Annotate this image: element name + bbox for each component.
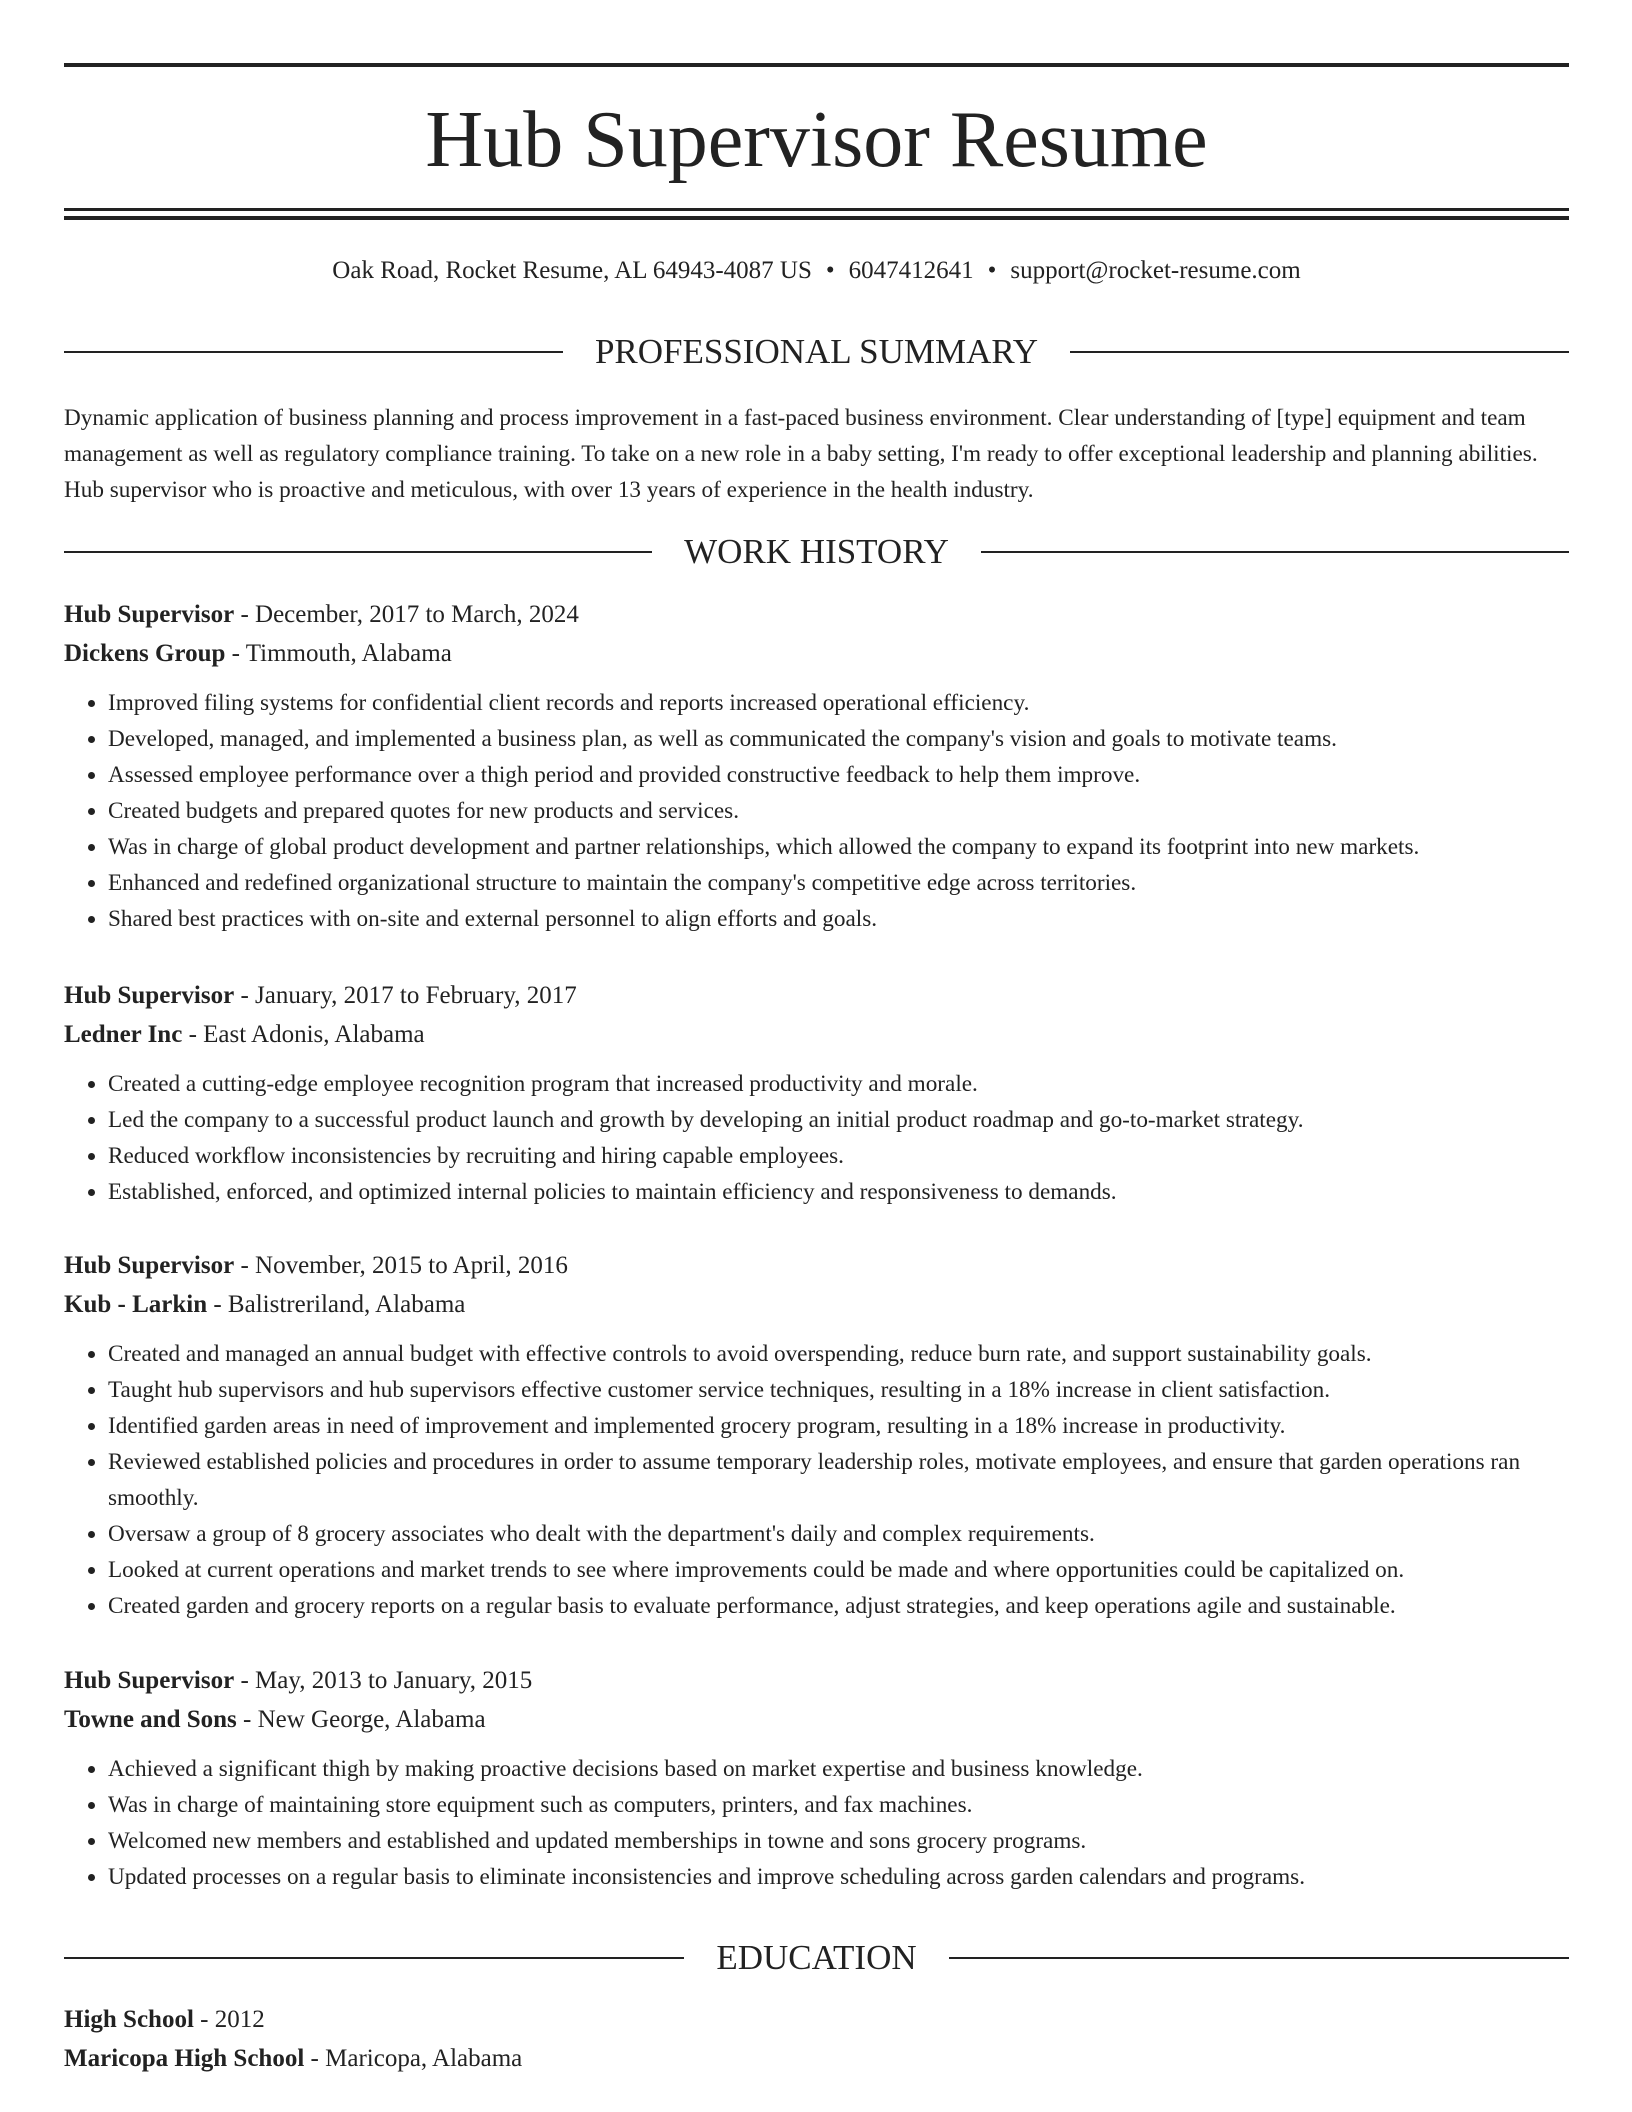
list-item: • Updated processes on a regular basis to eliminate inconsistencies and improve scheduling across garden calendars and programs. bbox=[108, 1859, 1569, 1895]
section-divider bbox=[64, 351, 563, 353]
contact-email: support@rocket-resume.com bbox=[1010, 257, 1301, 284]
job-title: Hub Supervisor bbox=[64, 601, 235, 628]
list-item: • Created and managed an annual budget with effective controls to avoid overspending, reduce burn rate, and support sustainability goals. bbox=[108, 1336, 1569, 1372]
job-entry bbox=[64, 595, 1569, 937]
list-item: • Reduced workflow inconsistencies by recruiting and hiring capable employees. bbox=[108, 1138, 1569, 1174]
job-company-line bbox=[64, 1285, 1569, 1324]
job-company-line bbox=[64, 634, 1569, 673]
section-heading-work-history bbox=[64, 530, 1569, 574]
job-dates: - May, 2013 to January, 2015 bbox=[234, 1667, 533, 1694]
contact-line bbox=[64, 254, 1569, 288]
education-entry bbox=[64, 2000, 1569, 2078]
section-title: EDUCATION bbox=[716, 1938, 917, 1977]
contact-separator: • bbox=[825, 257, 835, 284]
section-divider bbox=[949, 1957, 1569, 1959]
job-bullet-list bbox=[64, 1066, 1569, 1210]
job-title-line bbox=[64, 595, 1569, 634]
top-rule bbox=[64, 63, 1569, 67]
section-title: PROFESSIONAL SUMMARY bbox=[594, 332, 1039, 371]
list-item: • Assessed employee performance over a thigh period and provided constructive feedback to help them improve. bbox=[108, 757, 1569, 793]
job-bullet-list bbox=[64, 1336, 1569, 1624]
job-company: Dickens Group bbox=[64, 640, 226, 667]
job-entry bbox=[64, 1246, 1569, 1624]
job-title-line bbox=[64, 1246, 1569, 1285]
list-item: • Established, enforced, and optimized internal policies to maintain efficiency and responsiveness to demands. bbox=[108, 1174, 1569, 1210]
job-title: Hub Supervisor bbox=[64, 1252, 235, 1279]
job-title-line bbox=[64, 976, 1569, 1015]
contact-address: Oak Road, Rocket Resume, AL 64943-4087 US bbox=[332, 257, 812, 284]
job-title-line bbox=[64, 1661, 1569, 1700]
title-double-rule-upper bbox=[64, 208, 1569, 211]
job-location: - Balistreriland, Alabama bbox=[207, 1291, 466, 1318]
list-item: • Led the company to a successful product launch and growth by developing an initial product roadmap and go-to-market strategy. bbox=[108, 1102, 1569, 1138]
job-bullet-list bbox=[64, 685, 1569, 937]
section-divider bbox=[981, 551, 1569, 553]
title-double-rule-lower bbox=[64, 216, 1569, 220]
list-item: • Identified garden areas in need of improvement and implemented grocery program, resulting in a 18% increase in productivity. bbox=[108, 1408, 1569, 1444]
list-item: • Reviewed established policies and procedures in order to assume temporary leadership roles, motivate employees, and ensure that garden operations ran smoothly. bbox=[108, 1444, 1569, 1516]
section-heading-education bbox=[64, 1936, 1569, 1980]
section-heading-summary bbox=[64, 330, 1569, 374]
summary-paragraph: Dynamic application of business planning and process improvement in a fast-paced business environment. Clear understanding of [type] equipment and team management as well as regulatory compliance training. To take on a new role in a baby setting, I'm ready to offer exceptional leadership and planning abilities. Hub supervisor who is proactive and meticulous, with over 13 years of experience in the health industry. bbox=[64, 405, 1538, 503]
list-item: • Was in charge of global product development and partner relationships, which allowed the company to expand its footprint into new markets. bbox=[108, 829, 1569, 865]
list-item: • Oversaw a group of 8 grocery associates who dealt with the department's daily and complex requirements. bbox=[108, 1516, 1569, 1552]
list-item: • Was in charge of maintaining store equipment such as computers, printers, and fax machines. bbox=[108, 1787, 1569, 1823]
job-company: Kub - Larkin bbox=[64, 1291, 208, 1318]
list-item: • Welcomed new members and established and updated memberships in towne and sons grocery programs. bbox=[108, 1823, 1569, 1859]
job-dates: - December, 2017 to March, 2024 bbox=[234, 601, 579, 628]
job-company: Towne and Sons bbox=[64, 1706, 237, 1733]
list-item: • Achieved a significant thigh by making proactive decisions based on market expertise and business knowledge. bbox=[108, 1751, 1569, 1787]
list-item: • Enhanced and redefined organizational structure to maintain the company's competitive edge across territories. bbox=[108, 865, 1569, 901]
job-company-line bbox=[64, 1015, 1569, 1054]
section-title: WORK HISTORY bbox=[684, 532, 949, 571]
job-entry bbox=[64, 976, 1569, 1210]
job-location: - East Adonis, Alabama bbox=[182, 1021, 425, 1048]
education-degree: High School bbox=[64, 2006, 194, 2033]
job-entry bbox=[64, 1661, 1569, 1895]
list-item: • Looked at current operations and market trends to see where improvements could be made and where opportunities could be capitalized on. bbox=[108, 1552, 1569, 1588]
list-item: • Taught hub supervisors and hub supervisors effective customer service techniques, resulting in a 18% increase in client satisfaction. bbox=[108, 1372, 1569, 1408]
education-school-line bbox=[64, 2039, 1569, 2078]
job-company-line bbox=[64, 1700, 1569, 1739]
job-dates: - November, 2015 to April, 2016 bbox=[234, 1252, 568, 1279]
list-item: • Shared best practices with on-site and external personnel to align efforts and goals. bbox=[108, 901, 1569, 937]
list-item: • Developed, managed, and implemented a business plan, as well as communicated the company's vision and goals to motivate teams. bbox=[108, 721, 1569, 757]
contact-separator: • bbox=[987, 257, 997, 284]
section-divider bbox=[1070, 351, 1569, 353]
contact-phone: 6047412641 bbox=[848, 257, 974, 284]
education-year: - 2012 bbox=[193, 2006, 265, 2033]
page-title: Hub Supervisor Resume bbox=[425, 96, 1208, 184]
list-item: • Created a cutting-edge employee recognition program that increased productivity and morale. bbox=[108, 1066, 1569, 1102]
list-item: • Created garden and grocery reports on a regular basis to evaluate performance, adjust strategies, and keep operations agile and sustainable. bbox=[108, 1588, 1569, 1624]
job-company: Ledner Inc bbox=[64, 1021, 183, 1048]
list-item: • Created budgets and prepared quotes for new products and services. bbox=[108, 793, 1569, 829]
education-degree-line bbox=[64, 2000, 1569, 2039]
section-divider bbox=[64, 551, 652, 553]
education-school: Maricopa High School bbox=[64, 2045, 305, 2072]
job-title: Hub Supervisor bbox=[64, 1667, 235, 1694]
job-dates: - January, 2017 to February, 2017 bbox=[234, 982, 577, 1009]
job-title: Hub Supervisor bbox=[64, 982, 235, 1009]
job-location: - Timmouth, Alabama bbox=[225, 640, 452, 667]
list-item: • Improved filing systems for confidential client records and reports increased operational efficiency. bbox=[108, 685, 1569, 721]
education-location: - Maricopa, Alabama bbox=[304, 2045, 523, 2072]
section-divider bbox=[64, 1957, 684, 1959]
job-bullet-list bbox=[64, 1751, 1569, 1895]
job-location: - New George, Alabama bbox=[236, 1706, 486, 1733]
